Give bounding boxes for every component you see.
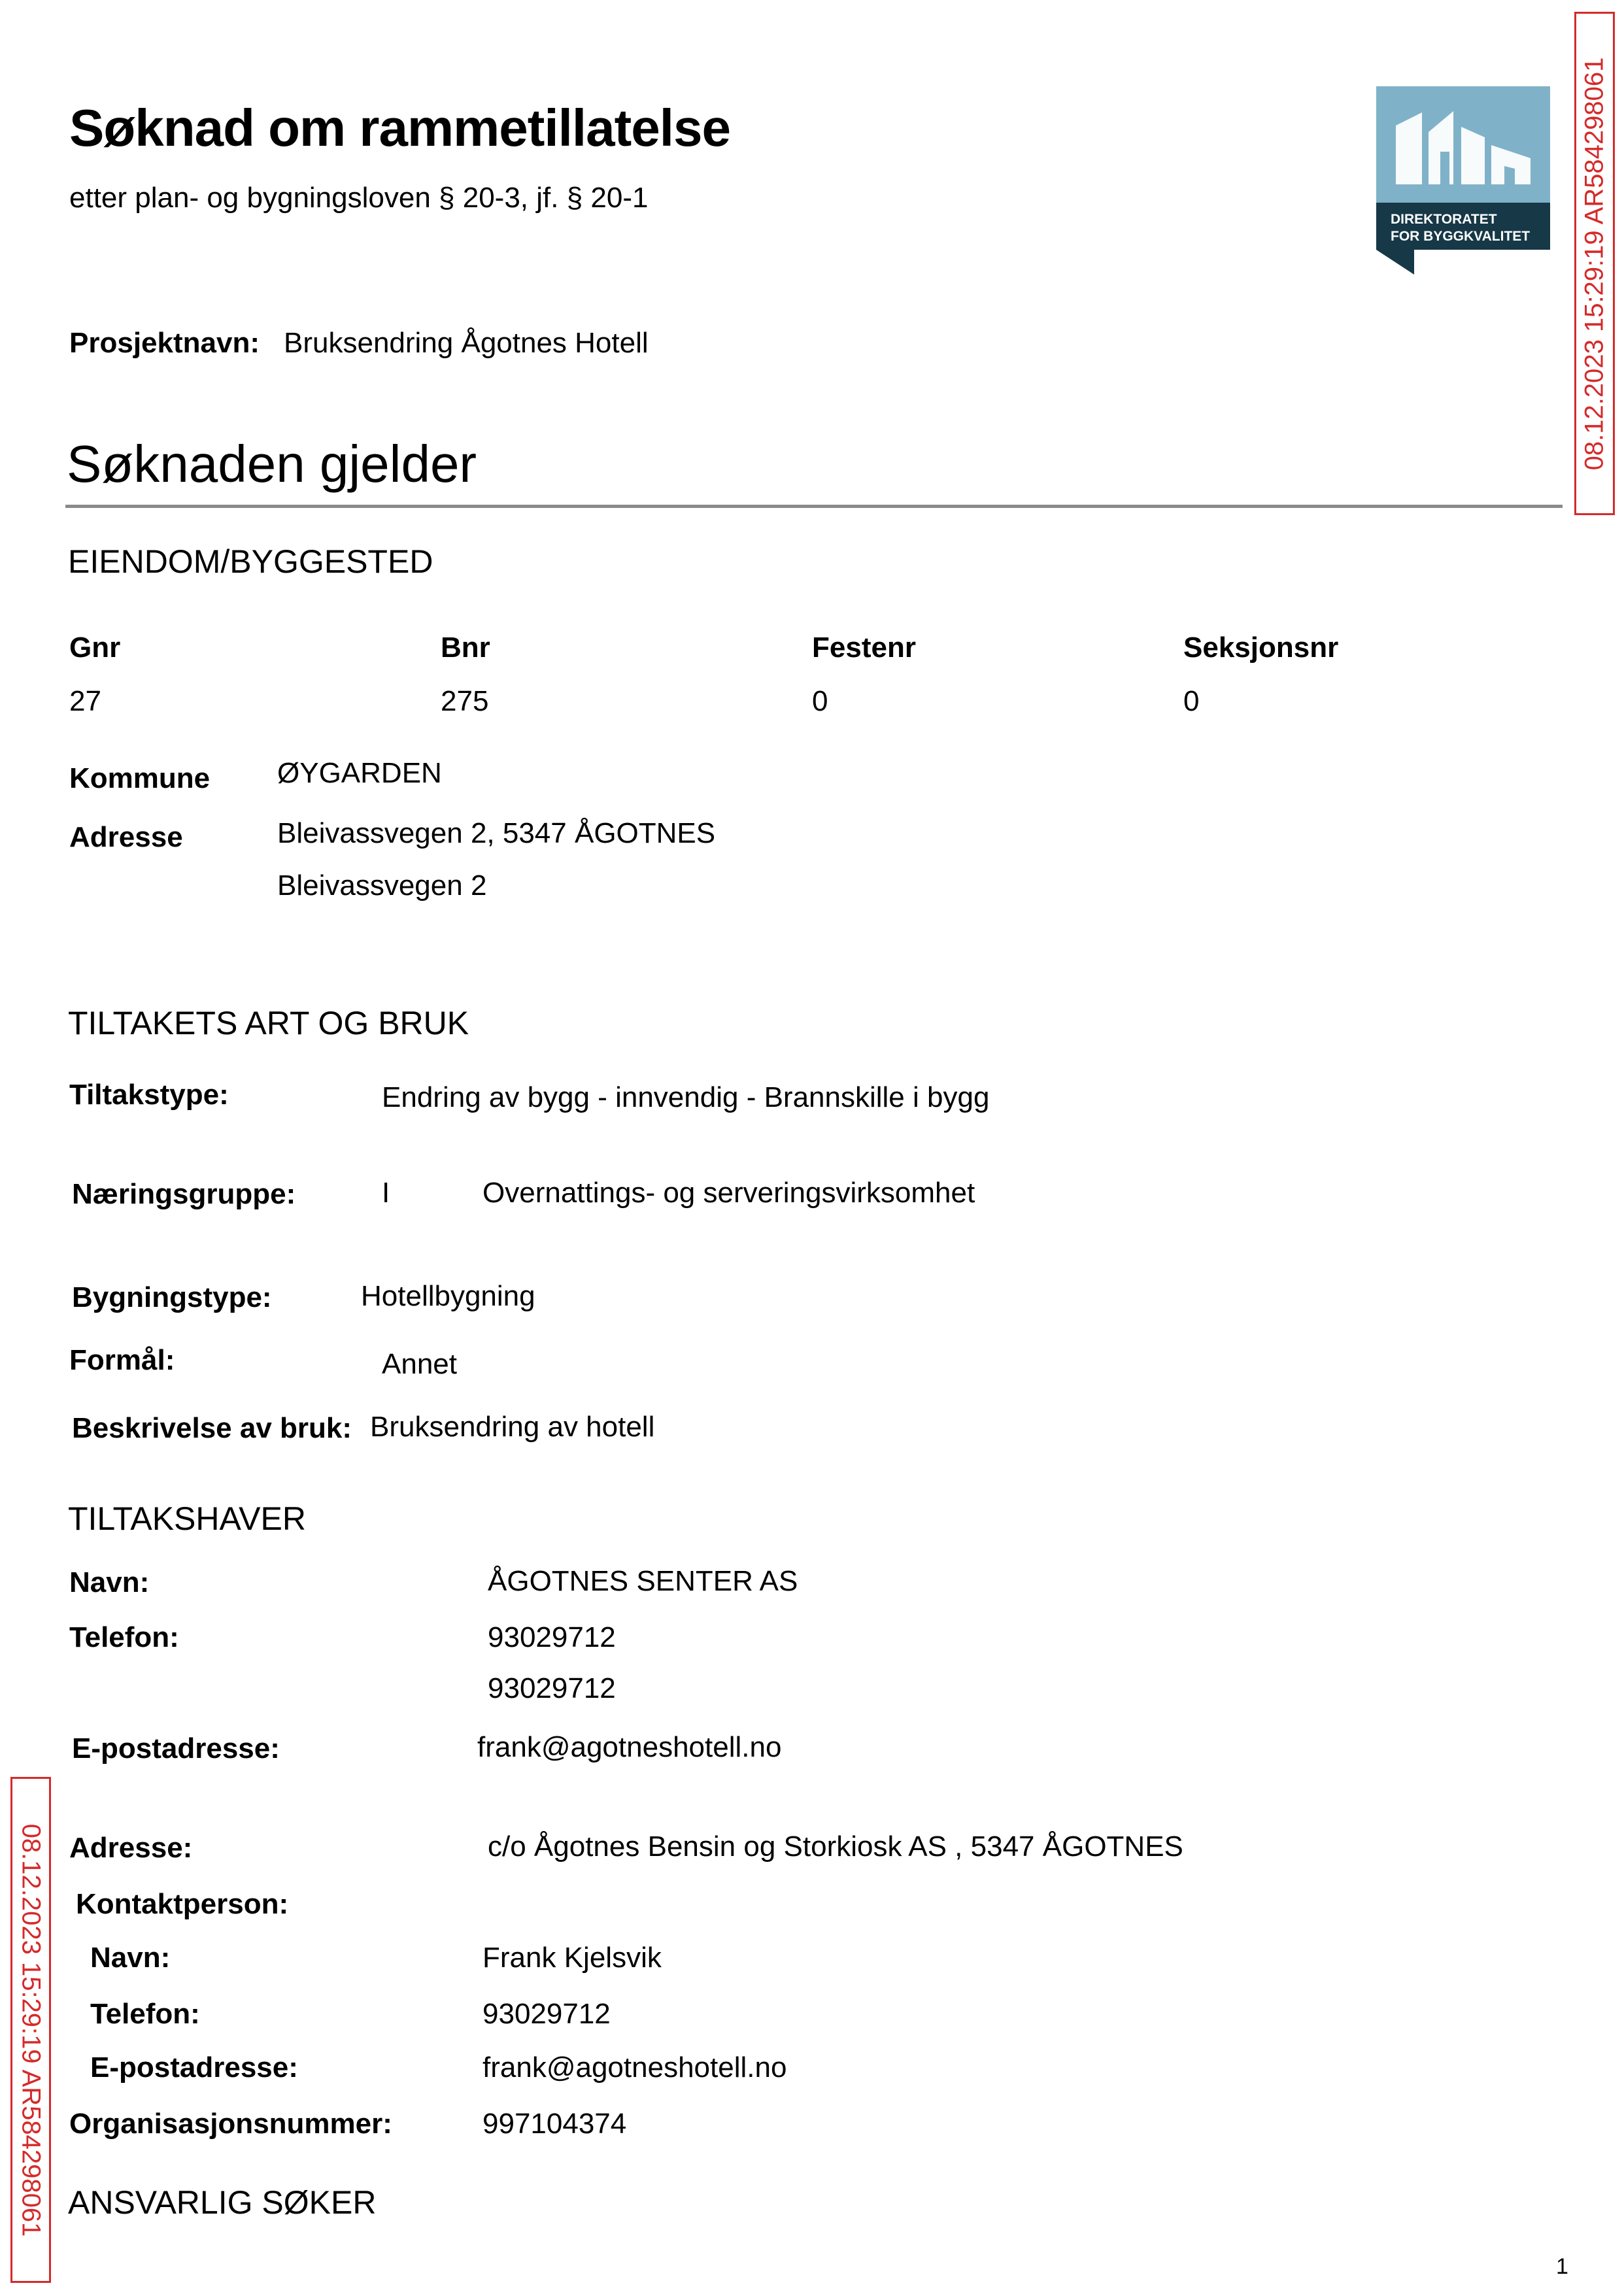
- adresse-line1: Bleivassvegen 2, 5347 ÅGOTNES: [277, 817, 716, 849]
- bygningstype-label: Bygningstype:: [72, 1281, 272, 1313]
- document-subtitle: etter plan- og bygningsloven § 20-3, jf. § 20-1: [69, 182, 649, 214]
- festenr-header: Festenr: [812, 632, 916, 664]
- timestamp-stamp-bottom-text: 08.12.2023 15:29:19 AR584298061: [16, 1823, 46, 2236]
- beskrivelse-value: Bruksendring av hotell: [370, 1411, 655, 1443]
- beskrivelse-label: Beskrivelse av bruk:: [72, 1412, 352, 1444]
- tiltakshaver-navn-label: Navn:: [69, 1566, 150, 1598]
- kommune-value: ØYGARDEN: [277, 757, 442, 789]
- page-number: 1: [1556, 2254, 1568, 2279]
- project-label: Prosjektnavn:: [69, 327, 260, 359]
- seksjonsnr-value: 0: [1183, 685, 1200, 717]
- organisasjonsnummer-value: 997104374: [482, 2108, 627, 2140]
- tiltakshaver-adresse-label: Adresse:: [69, 1832, 193, 1864]
- bygningstype-value: Hotellbygning: [361, 1280, 535, 1312]
- kontakt-epost-value: frank@agotneshotell.no: [482, 2051, 787, 2083]
- bnr-value: 275: [441, 685, 489, 717]
- dibk-logo-icon: [1376, 86, 1550, 275]
- timestamp-stamp-top: [1574, 12, 1615, 515]
- naeringsgruppe-code: I: [382, 1177, 390, 1209]
- organisasjonsnummer-label: Organisasjonsnummer:: [69, 2108, 392, 2140]
- dibk-logo: [1376, 86, 1550, 275]
- tiltakshaver-telefon-value1: 93029712: [488, 1621, 616, 1653]
- timestamp-stamp-bottom: [10, 1777, 51, 2283]
- project-value: Bruksendring Ågotnes Hotell: [284, 327, 649, 359]
- logo-text-line2: FOR BYGGKVALITET: [1391, 229, 1531, 244]
- kontakt-telefon-label: Telefon:: [90, 1998, 200, 2030]
- naeringsgruppe-label: Næringsgruppe:: [72, 1178, 296, 1210]
- formal-label: Formål:: [69, 1344, 175, 1376]
- adresse-label: Adresse: [69, 821, 183, 853]
- kommune-label: Kommune: [69, 762, 211, 794]
- tiltakshaver-epost-label: E-postadresse:: [72, 1732, 280, 1764]
- tiltakshaver-heading: TILTAKSHAVER: [68, 1500, 306, 1537]
- naeringsgruppe-value: Overnattings- og serveringsvirksomhet: [482, 1177, 975, 1209]
- seksjonsnr-header: Seksjonsnr: [1183, 632, 1339, 664]
- tiltakshaver-navn-value: ÅGOTNES SENTER AS: [488, 1565, 798, 1597]
- section-title: Søknaden gjelder: [67, 435, 477, 493]
- tiltak-heading: TILTAKETS ART OG BRUK: [68, 1005, 469, 1041]
- kontaktperson-label: Kontaktperson:: [76, 1888, 289, 1920]
- kontakt-telefon-value: 93029712: [482, 1998, 611, 2030]
- tiltakstype-value: Endring av bygg - innvendig - Brannskille i bygg: [382, 1081, 990, 1113]
- gnr-header: Gnr: [69, 632, 121, 664]
- formal-value: Annet: [382, 1348, 457, 1380]
- logo-text-line1: DIREKTORATET: [1391, 212, 1497, 227]
- eiendom-heading: EIENDOM/BYGGESTED: [68, 543, 433, 580]
- section-divider: [65, 505, 1563, 508]
- kontakt-navn-value: Frank Kjelsvik: [482, 1942, 662, 1974]
- tiltakshaver-adresse-value: c/o Ågotnes Bensin og Storkiosk AS , 5347 ÅGOTNES: [488, 1830, 1183, 1863]
- bnr-header: Bnr: [441, 632, 490, 664]
- tiltakshaver-telefon-label: Telefon:: [69, 1621, 179, 1653]
- tiltakstype-label: Tiltakstype:: [69, 1079, 229, 1111]
- kontakt-epost-label: E-postadresse:: [90, 2051, 298, 2083]
- kontakt-navn-label: Navn:: [90, 1942, 171, 1974]
- adresse-line2: Bleivassvegen 2: [277, 869, 487, 902]
- tiltakshaver-epost-value: frank@agotneshotell.no: [477, 1731, 782, 1763]
- gnr-value: 27: [69, 685, 101, 717]
- document-title: Søknad om rammetillatelse: [69, 99, 730, 157]
- festenr-value: 0: [812, 685, 828, 717]
- timestamp-stamp-top-text: 08.12.2023 15:29:19 AR584298061: [1580, 57, 1609, 470]
- tiltakshaver-telefon-value2: 93029712: [488, 1672, 616, 1704]
- ansvarlig-soker-heading: ANSVARLIG SØKER: [68, 2184, 377, 2221]
